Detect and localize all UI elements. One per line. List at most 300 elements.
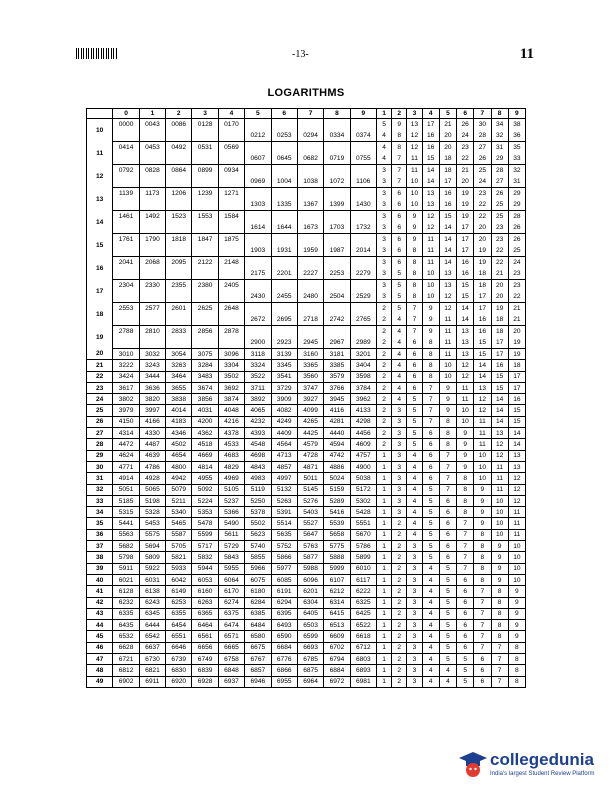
- row-number: 26: [87, 416, 113, 427]
- log-value: 2967: [324, 337, 350, 349]
- table-row-continuation: [87, 176, 526, 188]
- log-value: 6561: [192, 631, 218, 642]
- mean-difference: 18: [439, 153, 456, 165]
- row-number: 18: [87, 303, 113, 326]
- log-value: 4281: [324, 416, 350, 427]
- mean-difference: 21: [508, 303, 525, 315]
- mean-difference: 6: [392, 199, 407, 211]
- mean-difference: 6: [439, 529, 456, 540]
- mean-difference: 2: [392, 608, 407, 619]
- mean-difference: 1: [376, 529, 391, 540]
- mean-difference: 23: [491, 234, 508, 246]
- log-value: 6580: [245, 631, 271, 642]
- mean-difference: 15: [457, 280, 474, 292]
- mean-difference: 5: [457, 676, 474, 687]
- mean-difference: 22: [474, 211, 491, 223]
- log-value: 4150: [113, 416, 139, 427]
- mean-difference: 20: [439, 142, 456, 154]
- mean-difference: 7: [474, 631, 491, 642]
- empty-cell: [245, 142, 271, 154]
- log-value: 5011: [297, 473, 323, 484]
- mean-difference: 9: [422, 314, 439, 326]
- log-value: 3711: [245, 382, 271, 393]
- row-number: 49: [87, 676, 113, 687]
- row-number: 24: [87, 394, 113, 405]
- empty-cell: [166, 245, 192, 257]
- empty-cell: [113, 268, 139, 280]
- mean-difference: 3: [376, 234, 391, 246]
- mean-difference: 11: [491, 473, 508, 484]
- row-number: 40: [87, 574, 113, 585]
- log-value: 4232: [245, 416, 271, 427]
- mean-difference: 20: [439, 130, 456, 142]
- mean-difference: 3: [392, 428, 407, 439]
- log-value: 2878: [218, 326, 244, 338]
- log-value: 3617: [113, 382, 139, 393]
- mean-difference: 29: [508, 199, 525, 211]
- mean-difference: 7: [392, 153, 407, 165]
- log-value: 3892: [245, 394, 271, 405]
- log-value: 6031: [139, 574, 165, 585]
- log-value: 2201: [271, 268, 297, 280]
- log-value: 3324: [245, 360, 271, 371]
- mean-difference: 10: [422, 268, 439, 280]
- log-value: 1367: [297, 199, 323, 211]
- log-value: 5185: [113, 495, 139, 506]
- log-value: 4713: [271, 450, 297, 461]
- mean-difference: 4: [392, 314, 407, 326]
- log-value: 5315: [113, 507, 139, 518]
- log-value: 3054: [166, 349, 192, 360]
- log-value: 5172: [350, 484, 376, 495]
- mean-difference: 6: [392, 257, 407, 269]
- log-value: 6749: [192, 654, 218, 665]
- mean-difference: 6: [422, 473, 439, 484]
- log-value: 6794: [324, 654, 350, 665]
- empty-cell: [297, 257, 323, 269]
- empty-cell: [297, 303, 323, 315]
- mean-difference: 11: [407, 165, 422, 177]
- empty-cell: [324, 119, 350, 131]
- mean-difference: 5: [422, 529, 439, 540]
- log-value: 6964: [297, 676, 323, 687]
- log-value: 5159: [324, 484, 350, 495]
- mean-difference: 7: [392, 176, 407, 188]
- column-header-4: 4: [218, 109, 244, 119]
- log-value: 6085: [271, 574, 297, 585]
- mean-difference: 2: [376, 394, 391, 405]
- empty-cell: [271, 326, 297, 338]
- log-value: 4955: [192, 473, 218, 484]
- log-value: 2856: [192, 326, 218, 338]
- mean-difference: 10: [491, 507, 508, 518]
- mean-difference: 11: [439, 349, 456, 360]
- mean-difference: 19: [457, 211, 474, 223]
- row-number: 19: [87, 326, 113, 349]
- column-header-0: 0: [113, 109, 139, 119]
- logarithm-table: [86, 108, 526, 688]
- row-number: 36: [87, 529, 113, 540]
- log-value: 6484: [245, 620, 271, 631]
- mean-difference: 29: [491, 153, 508, 165]
- mean-difference: 11: [491, 484, 508, 495]
- mean-difference: 10: [508, 574, 525, 585]
- log-value: 0128: [192, 119, 218, 131]
- log-value: 2923: [271, 337, 297, 349]
- empty-cell: [324, 257, 350, 269]
- mean-difference: 8: [508, 642, 525, 653]
- row-number: 27: [87, 428, 113, 439]
- mean-difference: 10: [474, 461, 491, 472]
- log-value: 6542: [139, 631, 165, 642]
- mean-difference: 4: [422, 665, 439, 676]
- table-row: [87, 552, 526, 563]
- log-value: 6972: [324, 676, 350, 687]
- log-value: 3160: [297, 349, 323, 360]
- log-value: 0864: [166, 165, 192, 177]
- log-value: 0569: [218, 142, 244, 154]
- log-value: 6042: [166, 574, 192, 585]
- mean-difference: 6: [392, 188, 407, 200]
- log-value: 2833: [166, 326, 192, 338]
- mean-difference: 2: [392, 541, 407, 552]
- empty-cell: [271, 303, 297, 315]
- log-value: 3997: [139, 405, 165, 416]
- log-value: 4200: [192, 416, 218, 427]
- mean-difference: 6: [439, 507, 456, 518]
- empty-cell: [350, 119, 376, 131]
- log-value: 1335: [271, 199, 297, 211]
- difference-column-header-8: 8: [491, 109, 508, 119]
- log-value: 3856: [192, 394, 218, 405]
- mean-difference: 10: [422, 280, 439, 292]
- log-value: 5416: [324, 507, 350, 518]
- empty-cell: [324, 234, 350, 246]
- row-number: 23: [87, 382, 113, 393]
- log-value: 4314: [113, 428, 139, 439]
- log-value: 6345: [139, 608, 165, 619]
- mean-difference: 25: [491, 199, 508, 211]
- log-value: 0043: [139, 119, 165, 131]
- empty-cell: [271, 280, 297, 292]
- mean-difference: 21: [491, 268, 508, 280]
- log-value: 5289: [324, 495, 350, 506]
- mean-difference: 7: [407, 326, 422, 338]
- mean-difference: 21: [439, 119, 456, 131]
- log-value: 0492: [166, 142, 192, 154]
- mean-difference: 3: [407, 574, 422, 585]
- mean-difference: 7: [457, 518, 474, 529]
- log-value: 5563: [113, 529, 139, 540]
- mean-difference: 12: [508, 484, 525, 495]
- log-value: 3404: [350, 360, 376, 371]
- mean-difference: 10: [491, 495, 508, 506]
- log-value: 6739: [166, 654, 192, 665]
- table-row: [87, 461, 526, 472]
- log-value: 6385: [245, 608, 271, 619]
- empty-cell: [139, 176, 165, 188]
- mean-difference: 1: [376, 631, 391, 642]
- mean-difference: 14: [474, 360, 491, 371]
- mean-difference: 16: [439, 188, 456, 200]
- mean-difference: 1: [376, 574, 391, 585]
- empty-cell: [350, 165, 376, 177]
- log-value: 6911: [139, 676, 165, 687]
- log-value: 4362: [192, 428, 218, 439]
- log-value: 4116: [324, 405, 350, 416]
- log-value: 2227: [297, 268, 323, 280]
- log-value: 3541: [271, 371, 297, 382]
- log-value: 3365: [297, 360, 323, 371]
- table-row: [87, 676, 526, 687]
- log-value: 4298: [350, 416, 376, 427]
- mean-difference: 9: [474, 484, 491, 495]
- empty-cell: [192, 176, 218, 188]
- log-value: 6712: [350, 642, 376, 653]
- log-value: 3263: [166, 360, 192, 371]
- log-value: 4166: [139, 416, 165, 427]
- log-value: 3747: [297, 382, 323, 393]
- mean-difference: 2: [392, 642, 407, 653]
- table-row: [87, 620, 526, 631]
- row-number: 28: [87, 439, 113, 450]
- log-value: 6857: [245, 665, 271, 676]
- mean-difference: 9: [457, 461, 474, 472]
- mean-difference: 9: [439, 394, 456, 405]
- log-value: 5453: [139, 518, 165, 529]
- log-value: 5441: [113, 518, 139, 529]
- mean-difference: 7: [422, 416, 439, 427]
- mean-difference: 25: [474, 165, 491, 177]
- log-value: 6010: [350, 563, 376, 574]
- mean-difference: 8: [474, 563, 491, 574]
- mean-difference: 13: [491, 428, 508, 439]
- mean-difference: 9: [491, 574, 508, 585]
- mean-difference: 19: [508, 337, 525, 349]
- mean-difference: 26: [491, 188, 508, 200]
- log-value: 6902: [113, 676, 139, 687]
- empty-cell: [245, 211, 271, 223]
- column-header-3: 3: [192, 109, 218, 119]
- log-value: 2068: [139, 257, 165, 269]
- log-value: 4683: [218, 450, 244, 461]
- empty-cell: [324, 280, 350, 292]
- mean-difference: 28: [508, 211, 525, 223]
- log-value: 3655: [166, 382, 192, 393]
- log-value: 6599: [297, 631, 323, 642]
- log-value: 6222: [350, 586, 376, 597]
- mean-difference: 22: [508, 291, 525, 303]
- column-header-2: 2: [166, 109, 192, 119]
- log-value: 6149: [166, 586, 192, 597]
- mean-difference: 2: [376, 416, 391, 427]
- mean-difference: 1: [376, 518, 391, 529]
- table-row: [87, 518, 526, 529]
- mean-difference: 8: [439, 416, 456, 427]
- mean-difference: 15: [474, 337, 491, 349]
- log-value: 5263: [271, 495, 297, 506]
- empty-cell: [166, 268, 192, 280]
- log-value: 6243: [139, 597, 165, 608]
- log-value: 5224: [192, 495, 218, 506]
- empty-cell: [192, 291, 218, 303]
- log-value: 6893: [350, 665, 376, 676]
- mean-difference: 11: [439, 326, 456, 338]
- mean-difference: 10: [508, 563, 525, 574]
- mean-difference: 4: [422, 608, 439, 619]
- empty-cell: [139, 199, 165, 211]
- log-value: 6839: [192, 665, 218, 676]
- log-value: 5105: [218, 484, 244, 495]
- mean-difference: 28: [491, 165, 508, 177]
- log-value: 6304: [297, 597, 323, 608]
- log-value: 6702: [324, 642, 350, 653]
- table-row: [87, 586, 526, 597]
- mean-difference: 3: [392, 507, 407, 518]
- log-value: 0334: [324, 130, 350, 142]
- mean-difference: 6: [392, 245, 407, 257]
- log-value: 5490: [218, 518, 244, 529]
- empty-cell: [350, 303, 376, 315]
- mean-difference: 8: [508, 676, 525, 687]
- log-value: 0934: [218, 165, 244, 177]
- log-value: 6656: [192, 642, 218, 653]
- log-value: 1430: [350, 199, 376, 211]
- log-value: 4346: [166, 428, 192, 439]
- watermark-name: collegedunia: [490, 750, 594, 769]
- mean-difference: 1: [376, 676, 391, 687]
- mean-difference: 1: [376, 461, 391, 472]
- log-value: 4786: [139, 461, 165, 472]
- empty-cell: [297, 119, 323, 131]
- mean-difference: 12: [422, 211, 439, 223]
- log-value: 0170: [218, 119, 244, 131]
- log-value: 5658: [324, 529, 350, 540]
- mean-difference: 38: [508, 119, 525, 131]
- mean-difference: 31: [508, 176, 525, 188]
- log-value: 6830: [166, 665, 192, 676]
- log-value: 3483: [192, 371, 218, 382]
- mean-difference: 4: [422, 676, 439, 687]
- log-value: 4669: [192, 450, 218, 461]
- empty-cell: [271, 119, 297, 131]
- mean-difference: 7: [392, 165, 407, 177]
- mean-difference: 3: [376, 199, 391, 211]
- mean-difference: 7: [457, 529, 474, 540]
- log-value: 5237: [218, 495, 244, 506]
- log-value: 2810: [139, 326, 165, 338]
- mean-difference: 7: [439, 461, 456, 472]
- empty-cell: [245, 280, 271, 292]
- mean-difference: 6: [422, 461, 439, 472]
- mean-difference: 4: [392, 326, 407, 338]
- log-value: 6425: [350, 608, 376, 619]
- mean-difference: 5: [439, 642, 456, 653]
- log-value: 6435: [113, 620, 139, 631]
- log-value: 5403: [297, 507, 323, 518]
- log-value: 6955: [271, 676, 297, 687]
- log-value: 5276: [297, 495, 323, 506]
- log-value: 5809: [139, 552, 165, 563]
- log-value: 4133: [350, 405, 376, 416]
- mean-difference: 3: [407, 631, 422, 642]
- log-value: 6117: [350, 574, 376, 585]
- log-value: 5682: [113, 541, 139, 552]
- table-row-continuation: [87, 199, 526, 211]
- log-value: 4502: [166, 439, 192, 450]
- table-row-continuation: [87, 130, 526, 142]
- log-value: 2504: [324, 291, 350, 303]
- mean-difference: 7: [474, 586, 491, 597]
- table-row: [87, 574, 526, 585]
- log-value: 1399: [324, 199, 350, 211]
- log-value: 5391: [271, 507, 297, 518]
- row-number: 39: [87, 563, 113, 574]
- mean-difference: 12: [439, 303, 456, 315]
- empty-cell: [113, 314, 139, 326]
- mean-difference: 30: [474, 119, 491, 131]
- mean-difference: 5: [392, 291, 407, 303]
- mean-difference: 1: [376, 665, 391, 676]
- mean-difference: 9: [491, 541, 508, 552]
- log-value: 5514: [271, 518, 297, 529]
- mean-difference: 8: [422, 337, 439, 349]
- mean-difference: 9: [422, 326, 439, 338]
- difference-column-header-9: 9: [508, 109, 525, 119]
- mean-difference: 6: [457, 597, 474, 608]
- mean-difference: 9: [457, 450, 474, 461]
- mean-difference: 7: [491, 654, 508, 665]
- log-value: 5866: [271, 552, 297, 563]
- mean-difference: 6: [439, 552, 456, 563]
- log-value: 4928: [139, 473, 165, 484]
- log-value: 0253: [271, 130, 297, 142]
- difference-column-header-5: 5: [439, 109, 456, 119]
- mean-difference: 1: [376, 620, 391, 631]
- log-value: 6665: [218, 642, 244, 653]
- log-value: 4609: [350, 439, 376, 450]
- mean-difference: 8: [439, 428, 456, 439]
- log-value: 6263: [192, 597, 218, 608]
- mean-difference: 4: [407, 461, 422, 472]
- log-value: 6920: [166, 676, 192, 687]
- mean-difference: 3: [407, 563, 422, 574]
- log-value: 5635: [271, 529, 297, 540]
- row-number: 31: [87, 473, 113, 484]
- mean-difference: 14: [457, 314, 474, 326]
- difference-column-header-1: 1: [376, 109, 391, 119]
- mean-difference: 31: [491, 142, 508, 154]
- mean-difference: 3: [407, 676, 422, 687]
- mean-difference: 10: [439, 371, 456, 382]
- empty-cell: [192, 268, 218, 280]
- mean-difference: 7: [474, 608, 491, 619]
- empty-cell: [271, 188, 297, 200]
- empty-cell: [218, 268, 244, 280]
- log-value: 4031: [192, 405, 218, 416]
- log-value: 4425: [297, 428, 323, 439]
- empty-cell: [218, 314, 244, 326]
- mean-difference: 12: [508, 473, 525, 484]
- log-value: 5798: [113, 552, 139, 563]
- log-value: 3802: [113, 394, 139, 405]
- mean-difference: 2: [376, 303, 391, 315]
- mean-difference: 11: [474, 416, 491, 427]
- log-value: 5092: [192, 484, 218, 495]
- log-value: 4914: [113, 473, 139, 484]
- log-value: 1875: [218, 234, 244, 246]
- mean-difference: 20: [491, 291, 508, 303]
